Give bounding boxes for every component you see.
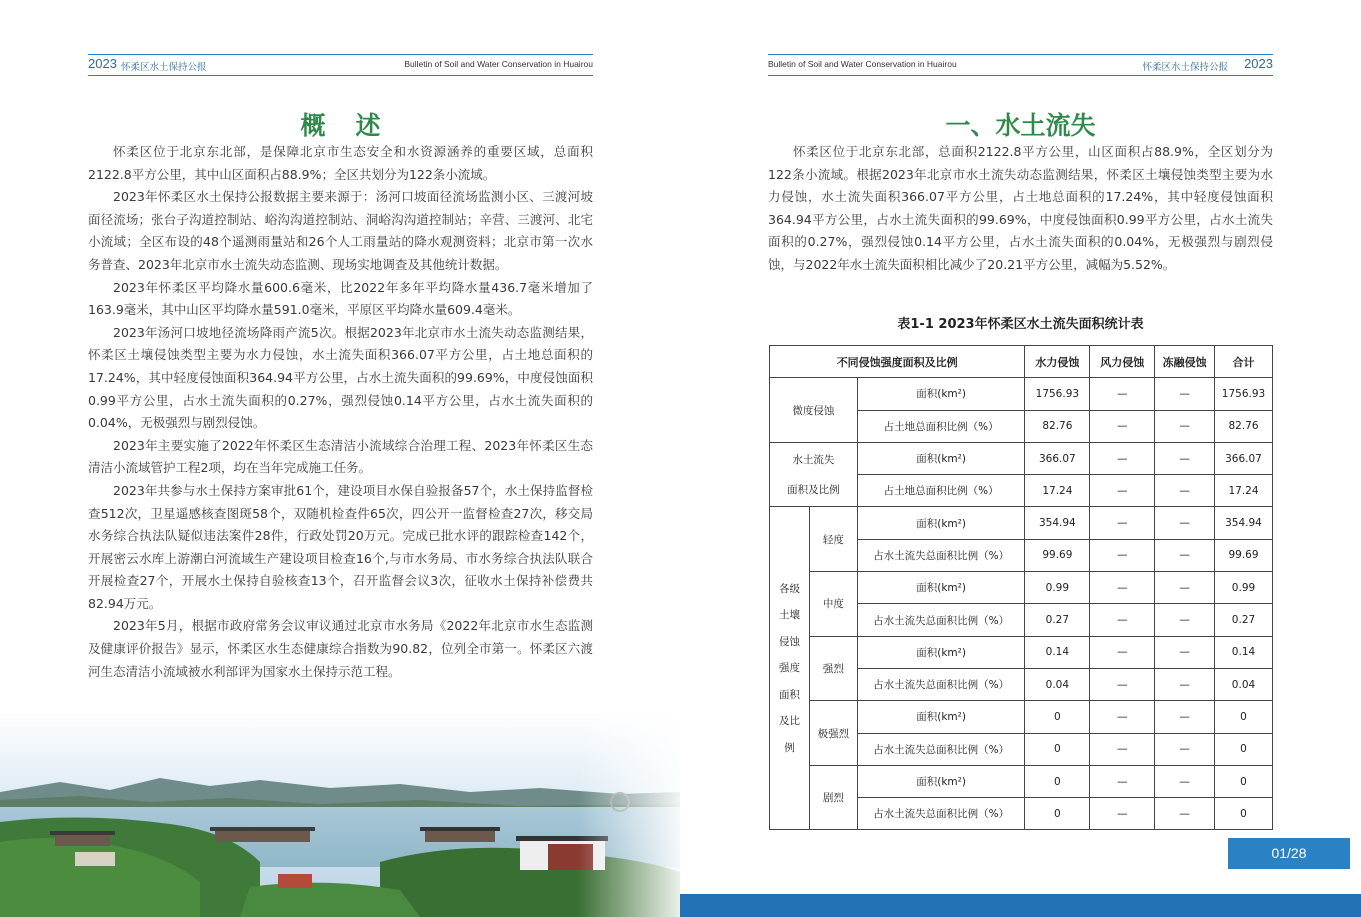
page-number-badge: 01/28 [1228, 838, 1350, 869]
row-label: 占水土流失总面积比例（%） [857, 539, 1025, 571]
paragraph: 2023年共参与水土保持方案审批61个，建设项目水保自验报备57个，水土保持监督检查512次，卫星遥感核查图斑58个，双随机检查件65次，四公开一监督检查27次，移交局水务综合执法队疑似违法案件28件，行政处罚20万元。完成已批水评的跟踪检查142个，开展密云水库上游潮白河流域生产建设项目检查16个,与市水务局、市水务综合执法队联合开展检查27个，开展水土保持自验核查13个，召开监督会议3次，征收水土保持补偿费共82.94万元。 [88, 482, 593, 611]
grade-group-line: 侵蚀 [778, 635, 800, 648]
value-cell: 0 [1215, 733, 1273, 765]
overview-text [88, 141, 593, 683]
grade-group-line: 强度 [778, 662, 800, 675]
value-cell: — [1155, 668, 1215, 700]
row-label: 面积(km²) [857, 572, 1025, 604]
grade-group-line: 各级 [778, 582, 800, 595]
value-cell: — [1155, 410, 1215, 442]
grade-cell: 剧烈 [809, 765, 857, 830]
grade-group-line: 例 [784, 741, 795, 754]
grade-cell: 极强烈 [809, 701, 857, 766]
grade-group-line: 及比 [778, 715, 800, 728]
value-cell: — [1155, 798, 1215, 830]
header-cell: 冻融侵蚀 [1155, 346, 1215, 378]
header-cell: 水力侵蚀 [1025, 346, 1090, 378]
page-title: 概述 [300, 111, 411, 140]
table-row [770, 378, 1273, 410]
value-cell: — [1155, 765, 1215, 797]
group-cell-line: 面积及比例 [787, 483, 840, 496]
value-cell: — [1090, 442, 1155, 474]
value-cell: — [1155, 636, 1215, 668]
value-cell: — [1090, 701, 1155, 733]
footer-bar [680, 894, 1361, 917]
value-cell: 17.24 [1215, 475, 1273, 507]
row-label: 占水土流失总面积比例（%） [857, 668, 1025, 700]
paragraph: 2023年怀柔区平均降水量600.6毫米，比2022年多年平均降水量436.7毫米增加了163.9毫米，其中山区平均降水量591.0毫米，平原区平均降水量609.4毫米。 [88, 279, 593, 318]
value-cell: — [1090, 378, 1155, 410]
table-header-row [770, 346, 1273, 378]
value-cell: — [1090, 733, 1155, 765]
grade-cell: 强烈 [809, 636, 857, 701]
value-cell: 82.76 [1025, 410, 1090, 442]
group-cell: 微度侵蚀 [770, 378, 858, 443]
value-cell: 0 [1025, 701, 1090, 733]
header-cell: 合计 [1215, 346, 1273, 378]
paragraph: 2023年主要实施了2022年怀柔区生态清洁小流域综合治理工程、2023年怀柔区生态清洁小流域管护工程2项，均在当年完成施工任务。 [88, 437, 593, 476]
value-cell: — [1090, 507, 1155, 539]
row-label: 占水土流失总面积比例（%） [857, 733, 1025, 765]
value-cell: 0 [1025, 733, 1090, 765]
row-label: 面积(km²) [857, 701, 1025, 733]
table-row [770, 507, 1273, 539]
value-cell: 366.07 [1215, 442, 1273, 474]
value-cell: — [1090, 798, 1155, 830]
value-cell: 366.07 [1025, 442, 1090, 474]
paragraph: 怀柔区位于北京东北部，总面积2122.8平方公里，山区面积占88.9%，全区划分为122条小流域。根据2023年北京市水土流失动态监测结果，怀柔区土壤侵蚀类型主要为水力侵蚀，水土流失面积366.07平方公里，占土地总面积的17.24%，其中轻度侵蚀面积364.94平方公里，占水土流失面积的99.69%，中度侵蚀面积0.99平方公里，占水土流失面积的0.27%，强烈侵蚀0.14平方公里，占水土流失面积的0.04%，无极强烈与剧烈侵蚀，与2022年水土流失面积相比减少了20.21平方公里，减幅为5.52%。 [768, 144, 1273, 272]
row-label: 占土地总面积比例（%） [857, 410, 1025, 442]
row-label: 占水土流失总面积比例（%） [857, 604, 1025, 636]
value-cell: — [1090, 410, 1155, 442]
value-cell: — [1155, 701, 1215, 733]
value-cell: 1756.93 [1025, 378, 1090, 410]
value-cell: 0.14 [1025, 636, 1090, 668]
value-cell: — [1090, 572, 1155, 604]
row-label: 面积(km²) [857, 442, 1025, 474]
paragraph: 怀柔区位于北京东北部，是保障北京市生态安全和水资源涵养的重要区域，总面积2122.8平方公里，其中山区面积占88.9%；全区共划分为122条小流域。 [88, 144, 593, 182]
value-cell: 0.27 [1025, 604, 1090, 636]
paragraph: 2023年5月，根据市政府常务会议审议通过北京市水务局《2022年北京市水生态监测及健康评价报告》显示，怀柔区水生态健康综合指数为90.82，位列全市第一。怀柔区六渡河生态清洁小流域被水利部评为国家水土保持示范工程。 [88, 618, 593, 679]
header-year: 2023 [1244, 56, 1273, 71]
value-cell: — [1090, 636, 1155, 668]
value-cell: 0 [1215, 701, 1273, 733]
section-text [768, 141, 1273, 277]
table-row [770, 765, 1273, 797]
table-row [770, 442, 1273, 474]
grade-cell: 中度 [809, 572, 857, 637]
value-cell: 99.69 [1025, 539, 1090, 571]
paragraph: 2023年怀柔区水土保持公报数据主要来源于：汤河口坡面径流场监测小区、三渡河坡面径流场；张台子沟道控制站、峪沟沟道控制站、洞峪沟沟道控制站；辛营、三渡河、北宅小流域；全区布设的48个遥测雨量站和26个人工雨量站的降水观测资料；北京市第一次水务普查、2023年北京市水土流失动态监测、现场实地调查及其他统计数据。 [88, 189, 593, 272]
value-cell: — [1090, 765, 1155, 797]
row-label: 面积(km²) [857, 378, 1025, 410]
grade-group-cell [770, 507, 810, 830]
value-cell: — [1090, 475, 1155, 507]
row-label: 占水土流失总面积比例（%） [857, 798, 1025, 830]
value-cell: 0 [1025, 765, 1090, 797]
header-cell: 不同侵蚀强度面积及比例 [770, 346, 1025, 378]
value-cell: 0.99 [1025, 572, 1090, 604]
row-label: 占土地总面积比例（%） [857, 475, 1025, 507]
grade-cell: 轻度 [809, 507, 857, 572]
section-title: 一、水土流失 [945, 111, 1096, 140]
table-row [770, 572, 1273, 604]
value-cell: — [1155, 733, 1215, 765]
value-cell: — [1155, 507, 1215, 539]
table-caption: 表1-1 2023年怀柔区水土流失面积统计表 [897, 317, 1144, 332]
header-cn-title: 怀柔区水土保持公报 [121, 62, 207, 73]
value-cell: — [1155, 539, 1215, 571]
value-cell: 354.94 [1025, 507, 1090, 539]
value-cell: — [1155, 378, 1215, 410]
header-cell: 风力侵蚀 [1090, 346, 1155, 378]
value-cell: 0.99 [1215, 572, 1273, 604]
value-cell: 0.04 [1025, 668, 1090, 700]
group-cell [770, 442, 858, 507]
paragraph: 2023年汤河口坡地径流场降雨产流5次。根据2023年北京市水土流失动态监测结果，怀柔区土壤侵蚀类型主要为水力侵蚀，水土流失面积366.07平方公里，占土地总面积的17.24%，其中轻度侵蚀面积364.94平方公里，占水土流失面积的99.69%，中度侵蚀面积0.99平方公里，占水土流失面积的0.27%，强烈侵蚀0.14平方公里，占水土流失面积的0.04%，无极强烈与剧烈侵蚀。 [88, 324, 593, 431]
landscape-photo [0, 712, 680, 917]
erosion-statistics-table [769, 345, 1273, 830]
header-cn-title: 怀柔区水土保持公报 [1142, 62, 1228, 73]
value-cell: 0 [1025, 798, 1090, 830]
value-cell: 0.14 [1215, 636, 1273, 668]
landscape-illustration [0, 712, 680, 917]
value-cell: — [1155, 572, 1215, 604]
table-row [770, 636, 1273, 668]
value-cell: — [1090, 668, 1155, 700]
group-cell-line: 水土流失 [792, 453, 835, 466]
row-label: 面积(km²) [857, 636, 1025, 668]
left-page [0, 0, 680, 917]
header-year: 2023 [88, 56, 117, 71]
value-cell: — [1090, 539, 1155, 571]
value-cell: 1756.93 [1215, 378, 1273, 410]
value-cell: — [1155, 604, 1215, 636]
value-cell: 82.76 [1215, 410, 1273, 442]
value-cell: 0.04 [1215, 668, 1273, 700]
value-cell: 17.24 [1025, 475, 1090, 507]
value-cell: — [1155, 475, 1215, 507]
right-running-header [768, 54, 1273, 76]
value-cell: 0 [1215, 765, 1273, 797]
grade-group-line: 土壤 [778, 609, 800, 622]
value-cell: 0 [1215, 798, 1273, 830]
row-label: 面积(km²) [857, 765, 1025, 797]
value-cell: 354.94 [1215, 507, 1273, 539]
value-cell: 99.69 [1215, 539, 1273, 571]
value-cell: — [1090, 604, 1155, 636]
right-page [680, 0, 1361, 917]
value-cell: — [1155, 442, 1215, 474]
header-en-title: Bulletin of Soil and Water Conservation in Huairou [768, 59, 957, 69]
grade-group-line: 面积 [778, 688, 800, 701]
header-en-title: Bulletin of Soil and Water Conservation in Huairou [404, 59, 593, 69]
table-row [770, 701, 1273, 733]
left-running-header [88, 54, 593, 76]
row-label: 面积(km²) [857, 507, 1025, 539]
value-cell: 0.27 [1215, 604, 1273, 636]
